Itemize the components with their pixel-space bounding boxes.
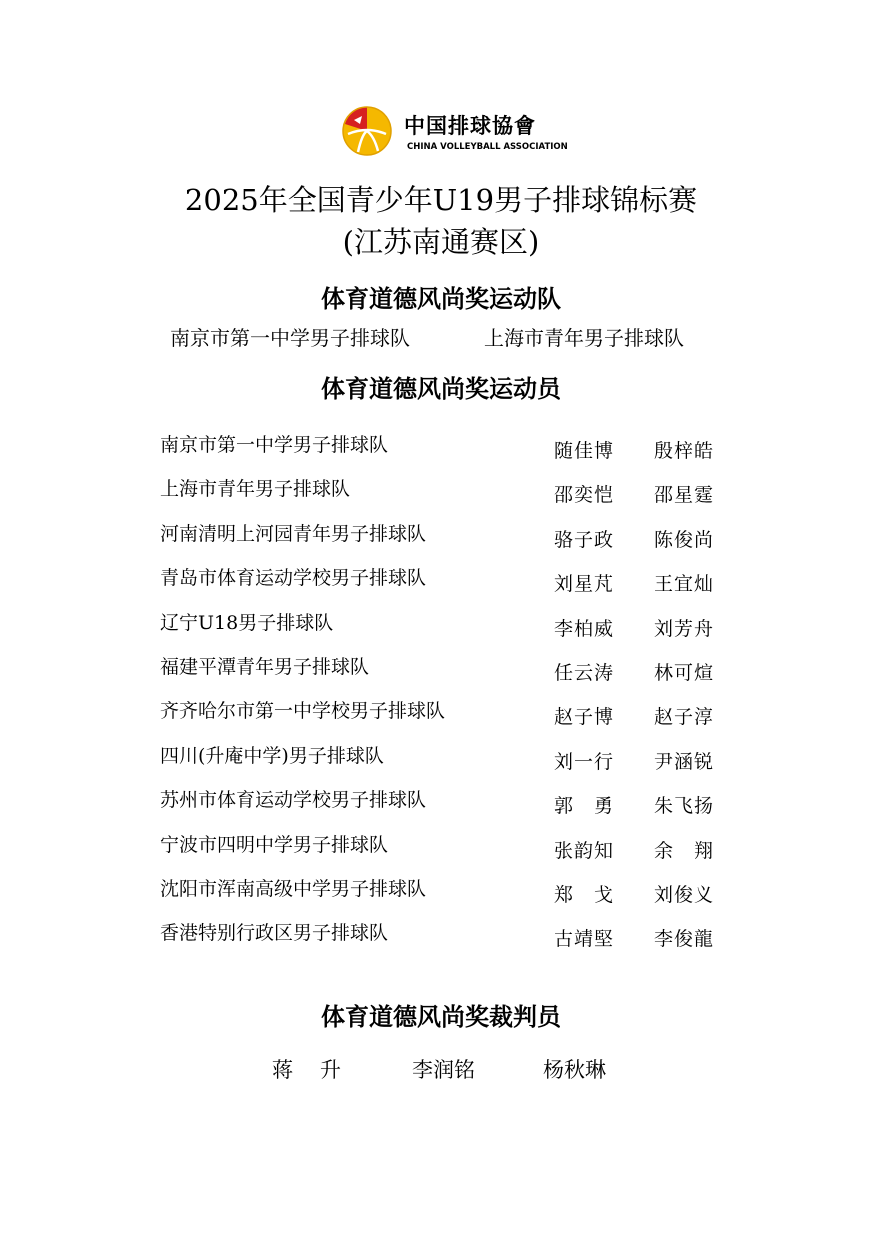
referee-name: 蒋 升 xyxy=(272,1058,344,1082)
athlete-row xyxy=(0,563,882,607)
team-name: 辽宁U18男子排球队 xyxy=(160,611,334,634)
team-name: 南京市第一中学男子排球队 xyxy=(160,434,389,456)
logo-english-name: CHINA VOLLEYBALL ASSOCIATION xyxy=(407,142,568,152)
athlete-name: 李俊龍 xyxy=(654,928,715,951)
athlete-name: 刘芳舟 xyxy=(654,617,715,640)
athlete-name: 随佳博 xyxy=(554,440,615,462)
athlete-row xyxy=(0,741,882,785)
athlete-name: 张韵知 xyxy=(554,839,615,862)
athlete-name: 朱飞扬 xyxy=(654,795,715,818)
athlete-name: 刘俊义 xyxy=(654,883,715,906)
team-name: 上海市青年男子排球队 xyxy=(160,478,351,501)
athlete-name: 骆子政 xyxy=(554,528,615,551)
team-name: 四川(升庵中学)男子排球队 xyxy=(160,744,384,767)
volleyball-logo-icon xyxy=(340,104,394,158)
team-award-item: 南京市第一中学男子排球队 xyxy=(170,326,410,350)
document-subtitle: (江苏南通赛区) xyxy=(342,225,540,259)
logo-chinese-name: 中国排球協會 xyxy=(404,114,536,138)
document-title: 2025年全国青少年U19男子排球锦标赛 xyxy=(184,183,698,217)
athlete-row xyxy=(0,430,882,474)
team-name: 福建平潭青年男子排球队 xyxy=(160,655,370,678)
team-award-item: 上海市青年男子排球队 xyxy=(484,326,684,350)
athlete-row xyxy=(0,608,882,652)
athlete-name: 殷梓皓 xyxy=(654,440,715,462)
athlete-row xyxy=(0,874,882,918)
athlete-name: 李柏威 xyxy=(554,617,615,640)
team-name: 沈阳市浑南高级中学男子排球队 xyxy=(160,877,427,900)
athlete-name: 任云涛 xyxy=(554,661,615,684)
athlete-name: 王宜灿 xyxy=(654,573,715,596)
athlete-row xyxy=(0,785,882,829)
athlete-name: 郭 勇 xyxy=(554,795,615,818)
athlete-name: 赵子淳 xyxy=(654,706,715,729)
referee-award-heading: 体育道德风尚奖裁判员 xyxy=(321,1003,561,1031)
referee-name: 李润铭 xyxy=(412,1058,475,1082)
athlete-row xyxy=(0,474,882,518)
team-name: 香港特别行政区男子排球队 xyxy=(160,922,389,945)
athlete-award-heading: 体育道德风尚奖运动员 xyxy=(321,375,561,403)
athlete-name: 余 翔 xyxy=(654,839,715,862)
athlete-name: 刘一行 xyxy=(554,750,615,773)
athlete-row xyxy=(0,696,882,740)
athlete-row xyxy=(0,918,882,962)
athlete-name: 陈俊尚 xyxy=(654,528,715,551)
athlete-award-list xyxy=(0,430,882,963)
athlete-row xyxy=(0,652,882,696)
athlete-name: 林可煊 xyxy=(654,661,715,684)
athlete-name: 郑 戈 xyxy=(554,883,615,906)
team-award-heading: 体育道德风尚奖运动队 xyxy=(321,285,561,313)
athlete-name: 邵星霆 xyxy=(654,484,715,507)
team-name: 苏州市体育运动学校男子排球队 xyxy=(160,789,427,812)
team-name: 宁波市四明中学男子排球队 xyxy=(160,833,389,856)
athlete-name: 赵子博 xyxy=(554,706,615,729)
athlete-name: 刘星芃 xyxy=(554,573,615,596)
athlete-row xyxy=(0,830,882,874)
athlete-name: 古靖堅 xyxy=(554,928,615,951)
association-logo xyxy=(340,104,568,160)
athlete-row xyxy=(0,519,882,563)
athlete-name: 尹涵锐 xyxy=(654,750,715,773)
team-name: 河南清明上河园青年男子排球队 xyxy=(160,522,427,545)
athlete-name: 邵奕恺 xyxy=(554,484,615,507)
referee-name: 杨秋琳 xyxy=(543,1058,606,1082)
team-name: 齐齐哈尔市第一中学校男子排球队 xyxy=(160,700,446,723)
team-name: 青岛市体育运动学校男子排球队 xyxy=(160,567,427,590)
